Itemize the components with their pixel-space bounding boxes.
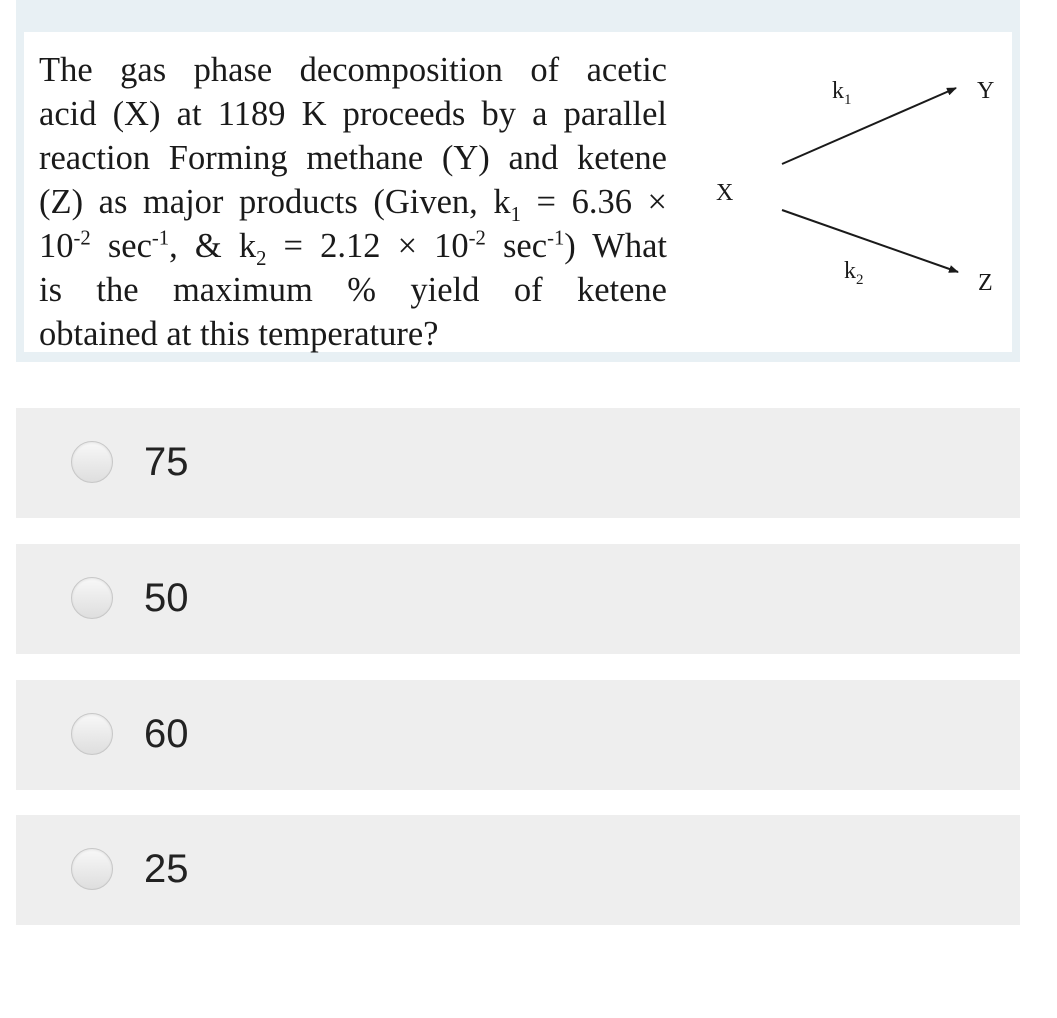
arrow-to-z bbox=[782, 210, 958, 272]
question-line: is the maximum % yield of ketene bbox=[39, 271, 667, 309]
question-text-fragment: sec bbox=[90, 227, 152, 265]
question-line bbox=[39, 224, 667, 268]
k1-subscript: 1 bbox=[844, 92, 852, 108]
subscript: 1 bbox=[510, 203, 521, 226]
question-line: obtained at this temperature? bbox=[39, 315, 439, 353]
parallel-reaction-diagram bbox=[704, 72, 1004, 342]
option-label: 50 bbox=[144, 576, 189, 620]
radio-button[interactable] bbox=[71, 441, 113, 483]
question-text-fragment: ) What bbox=[564, 227, 667, 265]
answer-option-3[interactable] bbox=[16, 680, 1020, 790]
question-text bbox=[39, 48, 667, 356]
rate-constant-k2 bbox=[844, 258, 864, 288]
question-card bbox=[24, 32, 1012, 352]
question-line bbox=[39, 180, 667, 224]
superscript: -2 bbox=[468, 227, 486, 250]
radio-button[interactable] bbox=[71, 848, 113, 890]
option-label: 60 bbox=[144, 712, 189, 756]
rate-constant-k1 bbox=[832, 78, 852, 108]
product-y-label: Y bbox=[977, 78, 995, 104]
superscript: -1 bbox=[547, 227, 565, 250]
reactant-label: X bbox=[716, 180, 734, 206]
arrow-to-y bbox=[782, 88, 956, 164]
question-line: reaction Forming methane (Y) and ketene bbox=[39, 139, 667, 177]
question-text-fragment: = 6.36 × bbox=[520, 183, 667, 221]
k2-subscript: 2 bbox=[856, 272, 864, 288]
product-z-label: Z bbox=[978, 270, 993, 296]
radio-button[interactable] bbox=[71, 713, 113, 755]
radio-button[interactable] bbox=[71, 577, 113, 619]
question-text-fragment: (Z) as major products (Given, k bbox=[39, 183, 511, 221]
option-label: 75 bbox=[144, 440, 189, 484]
question-text-fragment: = 2.12 × 10 bbox=[266, 227, 469, 265]
question-text-fragment: , & k bbox=[169, 227, 257, 265]
k1-letter: k bbox=[832, 78, 844, 104]
answer-option-1[interactable] bbox=[16, 408, 1020, 518]
question-line: The gas phase decomposition of acetic bbox=[39, 51, 667, 89]
question-text-fragment: 10 bbox=[39, 227, 74, 265]
subscript: 2 bbox=[256, 247, 267, 270]
superscript: -1 bbox=[151, 227, 170, 250]
question-text-fragment: sec bbox=[485, 227, 548, 265]
option-label: 25 bbox=[144, 847, 189, 891]
question-line: acid (X) at 1189 K proceeds by a parallel bbox=[39, 95, 667, 133]
answer-option-2[interactable] bbox=[16, 544, 1020, 654]
superscript: -2 bbox=[73, 227, 91, 250]
answer-option-4[interactable] bbox=[16, 815, 1020, 925]
k2-letter: k bbox=[844, 258, 856, 284]
